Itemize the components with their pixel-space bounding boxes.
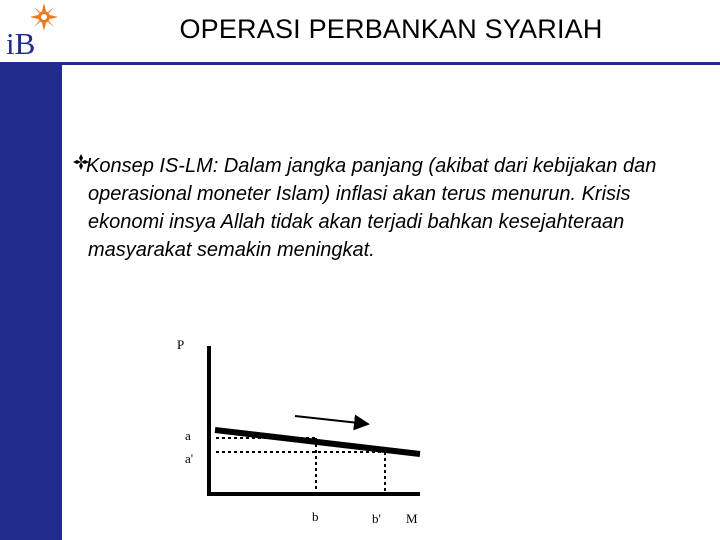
x-mark-b-prime: b' [372, 511, 381, 526]
bullet-lead: Konsep IS-LM: [86, 155, 219, 177]
y-mark-a-prime: a' [185, 451, 194, 466]
page-title: OPERASI PERBANKAN SYARIAH [179, 14, 603, 44]
x-mark-b: b [312, 509, 319, 524]
shift-arrow [295, 416, 368, 424]
y-mark-a: a [185, 428, 191, 443]
logo-text: iB [6, 26, 36, 61]
curve-line [215, 430, 420, 454]
bullet-text: Dalam jangka panjang (akibat dari kebijakan dan operasional moneter Islam) inflasi akan terus menurun. Krisis ekonomi insya Allah tidak akan terjadi bahkan kesejahteraan masyarakat semakin meningkat. [88, 155, 657, 261]
x-axis-label: M [406, 511, 418, 526]
sidebar-bar [0, 0, 62, 540]
is-lm-diagram [170, 330, 440, 535]
logo [0, 0, 62, 62]
bullet-paragraph [72, 152, 682, 264]
y-axis-label: P [177, 337, 185, 352]
